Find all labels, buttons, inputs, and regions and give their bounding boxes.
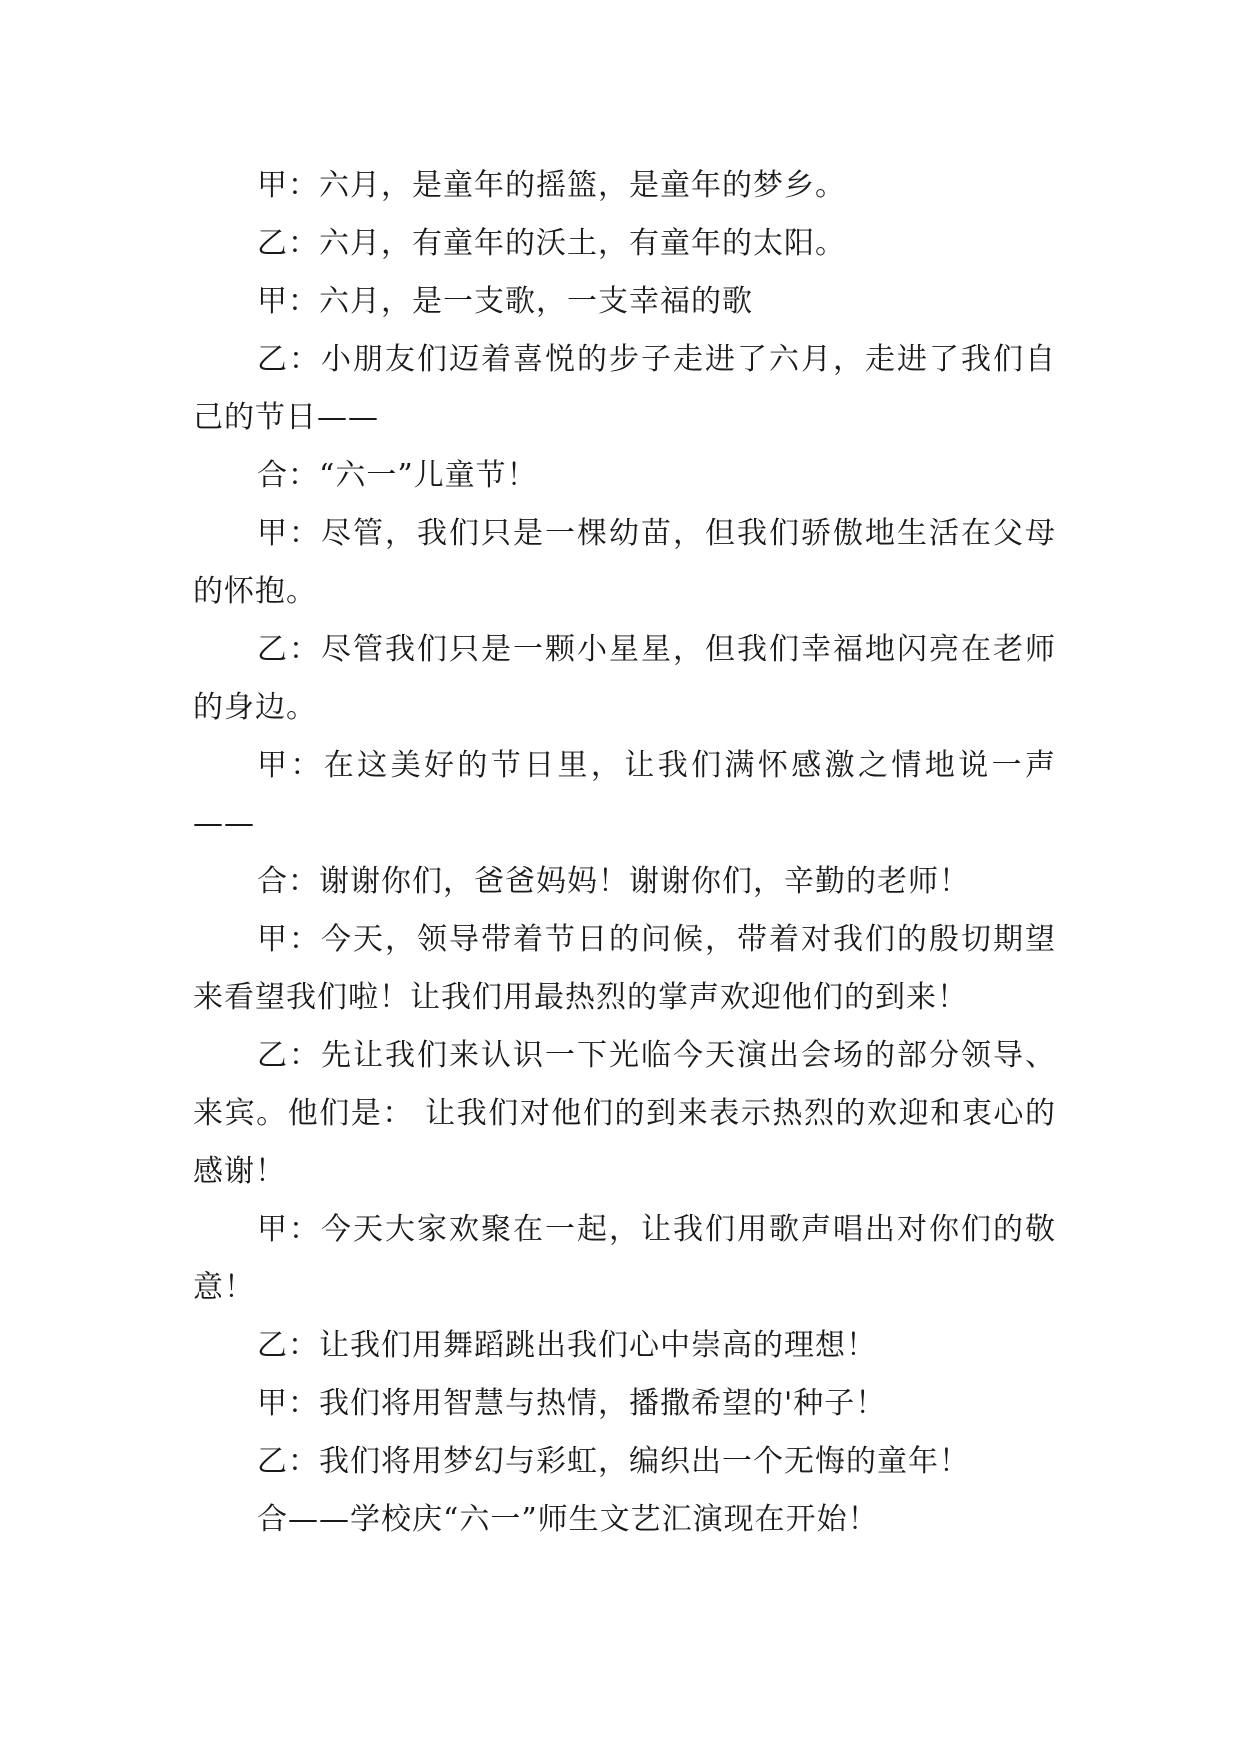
dialogue-line: 乙：小朋友们迈着喜悦的步子走进了六月，走进了我们自己的节日——	[193, 342, 1056, 435]
dialogue-line: 甲：六月，是一支歌，一支幸福的歌	[257, 284, 753, 319]
dialogue-line: 乙：让我们用舞蹈跳出我们心中崇高的理想！	[257, 1328, 877, 1363]
dialogue-line: 甲：我们将用智慧与热情，播撒希望的'种子！	[257, 1386, 887, 1421]
dialogue-line: 合：谢谢你们，爸爸妈妈！谢谢你们，辛勤的老师！	[257, 864, 970, 899]
dialogue-line: 乙：先让我们来认识一下光临今天演出会场的部分领导、来宾。他们是： 让我们对他们的到来表示热烈的欢迎和衷心的感谢！	[193, 1038, 1056, 1189]
dialogue-line: 甲：今天，领导带着节日的问候，带着对我们的殷切期望来看望我们啦！让我们用最热烈的掌声欢迎他们的到来！	[193, 922, 1056, 1015]
dialogue-line: 甲：在这美好的节日里，让我们满怀感激之情地说一声——	[193, 748, 1056, 841]
dialogue-line: 合：“六一”儿童节！	[257, 458, 538, 493]
dialogue-line: 甲：六月，是童年的摇篮，是童年的梦乡。	[257, 168, 846, 203]
dialogue-line: 乙：六月，有童年的沃土，有童年的太阳。	[257, 226, 846, 261]
dialogue-line: 乙：我们将用梦幻与彩虹，编织出一个无悔的童年！	[257, 1444, 970, 1479]
dialogue-line: 乙：尽管我们只是一颗小星星，但我们幸福地闪亮在老师的身边。	[193, 632, 1056, 725]
dialogue-line: 甲：今天大家欢聚在一起，让我们用歌声唱出对你们的敬意！	[193, 1212, 1056, 1305]
dialogue-line: 合——学校庆“六一”师生文艺汇演现在开始！	[257, 1502, 879, 1537]
dialogue-line: 甲：尽管，我们只是一棵幼苗，但我们骄傲地生活在父母的怀抱。	[193, 516, 1056, 609]
document-body	[193, 157, 1056, 1549]
